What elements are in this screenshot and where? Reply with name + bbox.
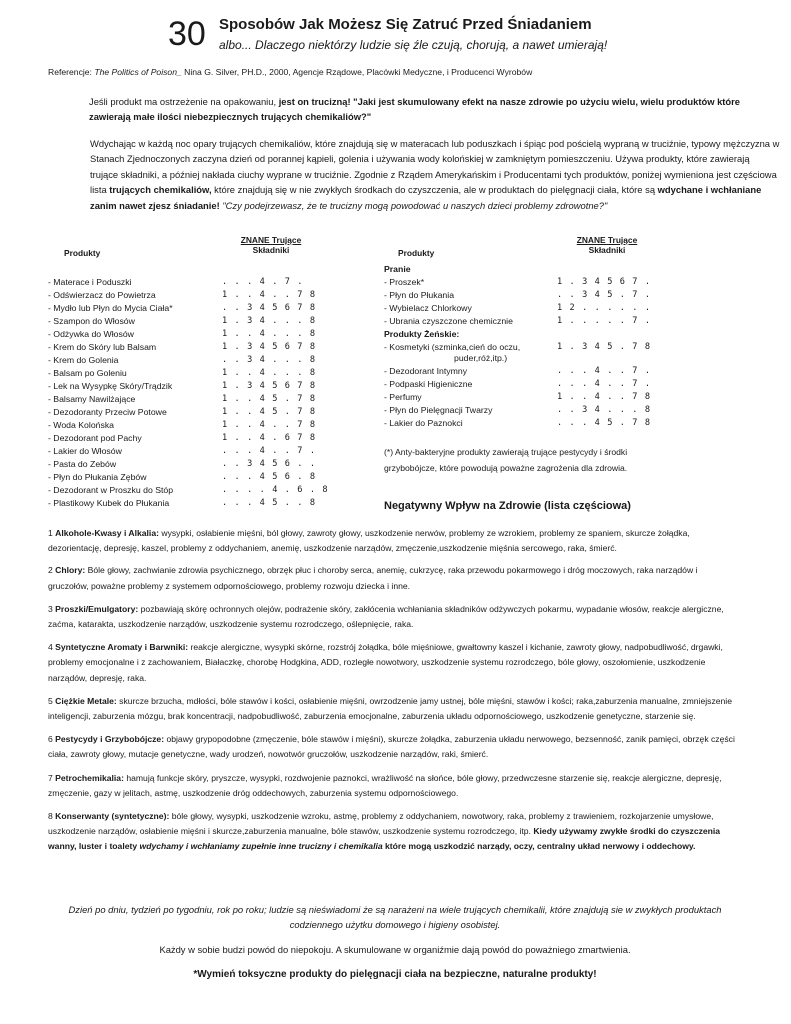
product-name: - Odżywka do Włosów <box>48 329 134 339</box>
right-known-label: ZNANE Trujące <box>576 235 638 245</box>
effect-label: Chlory: <box>55 565 86 576</box>
effect-label: Petrochemikalia: <box>55 772 124 783</box>
body-paragraph <box>48 136 780 213</box>
product-name: - Dezodoranty Przeciw Potowe <box>48 407 167 417</box>
references-rest: Nina G. Silver, PH.D., 2000, Agencje Rządowe, Placówki Medyczne, i Producenci Wyrobów <box>181 67 533 77</box>
product-name: - Balsam po Goleniu <box>48 368 127 378</box>
ingredient-codes: 1 . . 4 . . . 8 <box>222 329 317 339</box>
intro-bold: jest on trucizną! "Jaki jest skumulowany efekt na nasze zdrowie po użyciu wielu, wielu produktów które zawierają małe ilości niebezpiecznych trujących chemikaliów?" <box>89 96 741 123</box>
product-name: - Balsamy Nawilżające <box>48 394 136 404</box>
list-item <box>48 380 348 393</box>
list-item <box>48 406 348 419</box>
effect-text: pozbawiają skórę ochronnych olejów, podrażenie skóry, zakłócenia wchłaniania składników odżywczych pokarmu, wypadanie włosów, reakcje alergiczne, zaćma, katarakta, uszkodzenie narządów, uszkodzenie systemu rozrodczego, oślepnięcie, raka. <box>48 603 724 630</box>
effect-item <box>48 526 738 556</box>
list-item <box>48 302 348 315</box>
list-item <box>48 471 348 484</box>
closing-bold: *Wymień toksyczne produkty do pielęgnacji ciała na bezpieczne, naturalne produkty! <box>193 969 597 980</box>
closing-plain: Każdy w sobie budzi powód do niepokoju. A skumulowane w organiźmie dają powód do poważniego zmartwienia. <box>159 944 631 955</box>
list-item <box>48 432 348 445</box>
effect-text: reakcje alergiczne, wysypki skórne, rozstrój żołądka, bóle mięśniowe, gwałtowny kaszel i kichanie, zawroty głowy, nadpobudliwość, drgawki, problemy emocjonalne i z zachowaniem, Białaczkę, chorobę Hodgkina, ADD, rozległe nowotwory, uszkodzenie systemu rozrodczego, bóle głowy, oszołomienie, uszkodzenie narządów, depresję, raka. <box>48 642 723 683</box>
references-line <box>48 67 532 77</box>
list-item <box>48 497 348 510</box>
ingredient-codes: . . 3 4 5 6 7 8 <box>222 303 317 313</box>
list-item <box>384 276 674 289</box>
ingredient-codes: 1 . . 4 5 . 7 8 <box>222 407 317 417</box>
effect-label: Konserwanty (syntetyczne): <box>55 811 170 822</box>
product-name: - Dezodorant pod Pachy <box>48 433 142 443</box>
list-item <box>384 289 674 302</box>
ingredient-codes: . . . 4 5 6 . 8 <box>222 472 317 482</box>
effect-item <box>48 809 738 855</box>
body-c: które znajdują się w nie zwykłych środkach do czyszczenia, ale w produktach do pielęgnacji ciała, które są <box>211 184 656 196</box>
list-item <box>384 365 674 378</box>
body-d: wdychane i wchłaniane zanim nawet zjesz śniadanie! <box>90 184 762 211</box>
right-ingredients-header <box>562 235 652 255</box>
list-item <box>48 419 348 432</box>
list-item <box>48 445 348 458</box>
product-name: - Lek na Wysypkę Skóry/Trądzik <box>48 381 173 391</box>
effect-warning-end: które mogą uszkodzić narządy, oczy, centralny układ nerwowy i oddechowy. <box>382 841 696 852</box>
product-name: - Płyn do Pielęgnacji Twarzy <box>384 405 493 415</box>
product-name: - Proszek* <box>384 277 425 287</box>
ingredient-codes: 1 . 3 4 5 . 7 8 <box>557 342 652 352</box>
body-e: "Czy podejrzewasz, że te trucizny mogą powodować u naszych dzieci problemy zdrowotne?" <box>219 199 608 211</box>
effect-text: wysypki, osłabienie mięśni, ból głowy, zawroty głowy, uszkodzenie nerwów, problemy ze wzrokiem, problemy ze spaniem, skurcze żołądka, dezorientację, depresję, kaszel, problemy z oddychaniem, anemię, uszkodzenie narządów, zmęczenie,uszkodzenie mięśnia sercowego, raka, śmierć. <box>48 528 690 554</box>
ingredient-codes: . . 3 4 . . . 8 <box>557 405 652 415</box>
section-label: Pranie <box>384 264 411 274</box>
body-b: trujących chemikaliów, <box>106 184 212 196</box>
closing-italic: Dzień po dniu, tydzień po tygodniu, rok po roku; ludzie są nieświadomi że są narażeni na wiele trujących chemikalii, które znajdują sie w zwykłych produktach codziennego użytku domowego i higieny osobistej. <box>68 904 722 930</box>
negative-effects-title: Negatywny Wpływ na Zdrowie (lista częściowa) <box>384 500 631 512</box>
product-name: - Plastikowy Kubek do Płukania <box>48 498 170 508</box>
product-name: - Szampon do Włosów <box>48 316 135 326</box>
effect-label: Ciężkie Metale: <box>55 695 117 706</box>
ingredient-codes: 1 . . 4 . . 7 8 <box>222 420 317 430</box>
ingredient-codes: . . . 4 . . 7 . <box>222 446 317 456</box>
ingredient-codes: . . 3 4 5 . 7 . <box>557 290 652 300</box>
antibacterial-note: (*) Anty-bakteryjne produkty zawierają trujące pestycydy i środki grzybobójcze, które powodują poważne zagrożenia dla zdrowia. <box>384 447 628 473</box>
effect-item <box>48 563 738 593</box>
list-item <box>48 484 348 497</box>
effect-number: 3 <box>48 603 56 614</box>
product-name: - Lakier do Włosów <box>48 446 122 456</box>
effect-number: 4 <box>48 642 56 653</box>
effect-label: Proszki/Emulgatory: <box>55 603 139 614</box>
right-products-list <box>384 263 674 430</box>
effect-text: skurcze brzucha, mdłości, bóle stawów i kości, osłabienie mięśni, owrzodzenie jamy ustnej, bóle mięśni, stawów i kości; raka,zaburzenia manualne, zmniejszenie inteligencji, zaburzenia mózgu, brak koncentracji, nadpobudliwość, zaburzenia emocjonalne, zaburzenia układu odpornościowego, uszkodzenie genetyczne, starzenie się. <box>48 695 733 722</box>
product-name: - Płyn do Płukania <box>384 290 455 300</box>
effects-list <box>48 526 738 855</box>
product-name: - Krem do Skóry lub Balsam <box>48 342 157 352</box>
ingredient-codes: 1 . . 4 . . 7 8 <box>222 290 317 300</box>
ingredient-codes: 1 . . 4 . 6 7 8 <box>222 433 317 443</box>
product-name-cont: puder,róż,itp.) <box>454 353 508 363</box>
ingredient-codes: 1 . . 4 . . 7 8 <box>557 392 652 402</box>
effect-item <box>48 694 738 724</box>
effect-item <box>48 640 738 686</box>
references-prefix: Referencje: <box>48 67 95 77</box>
ingredient-codes: 1 . . . . . 7 . <box>557 316 652 326</box>
product-name: - Perfumy <box>384 392 422 402</box>
product-name: - Podpaski Higieniczne <box>384 379 473 389</box>
list-item <box>48 393 348 406</box>
ingredient-codes: . . . 4 5 . . 8 <box>222 498 317 508</box>
product-name: - Krem do Golenia <box>48 355 119 365</box>
list-item <box>48 276 348 289</box>
effect-text: hamują funkcje skóry, pryszcze, wysypki, rozdwojenie paznokci, wrażliwość na słońce, bóle głowy, przedwczesne starzenie się, reakcje alergiczne, depresję, zmęczenie, gazy w jelitach, astmę, uszkodzenie dróg oddechowych, zaburzenia systemu odpornościowego. <box>48 772 722 798</box>
list-item <box>384 378 674 391</box>
product-name: - Ubrania czyszczone chemicznie <box>384 316 513 326</box>
effect-number: 1 <box>48 528 56 538</box>
ingredient-codes: 1 . 3 4 5 6 7 . <box>557 277 652 287</box>
body-a: Wdychając w każdą noc opary trujących chemikaliów, które znajdują się w materacach lub poduszkach i śpiąc pod pościelą wypraną w truciźnie, typowy mężczyzna w Stanach Zjednoczonych zaczyna dzień od porannej kąpieli, golenia i używania wody kolońskiej w zamkniętym pomieszczeniu. Używa produkty, które zawierają trujące składniki, a później nakłada ciuchy wyprane w truciźnie. Zgodnie z Rządem Amerykańskim i Producentami tych produktów, poniżej wymieniona jest częściowa lista <box>90 138 780 196</box>
list-item <box>384 404 674 417</box>
intro-paragraph <box>48 94 779 125</box>
ingredient-codes: . . . 4 . . 7 . <box>557 379 652 389</box>
effect-number: 7 <box>48 772 56 783</box>
product-name: - Pasta do Zebów <box>48 459 117 469</box>
effect-warning-emphasis: wdychamy i wchłaniamy zupełnie inne trucizny i chemikalia <box>139 841 383 852</box>
list-item <box>48 315 348 328</box>
product-name: - Płyn do Płukania Zębów <box>48 472 147 482</box>
page-title: Sposobów Jak Możesz Się Zatruć Przed Śniadaniem <box>219 16 592 33</box>
ingredient-codes: . . . 4 5 . 7 8 <box>557 418 652 428</box>
page-subtitle: albo... Dlaczego niektórzy ludzie się źle czują, chorują, a nawet umierają! <box>219 38 608 52</box>
left-ingredients-label: Składniki <box>252 245 290 255</box>
ingredient-codes: 1 . 3 4 5 6 7 8 <box>222 381 317 391</box>
intro-lead: Jeśli produkt ma ostrzeżenie na opakowaniu, <box>89 96 277 107</box>
section-heading <box>384 263 674 276</box>
list-item <box>48 328 348 341</box>
list-item <box>48 341 348 354</box>
ingredient-codes: 1 2 . . . . . . <box>557 303 652 313</box>
effect-text: objawy grypopodobne (zmęczenie, bóle stawów i mięśni), skurcze żołądka, zaburzenia układu nerwowego, bezsenność, zanik pamięci, obrzęk części ciała, zawroty głowy, mutacje genetyczne, wady urodzeń, nowotwór gruczołów, uszkodzenie narządów, raki, śmierć. <box>48 734 735 760</box>
effect-label: Alkohole-Kwasy i Alkalia: <box>55 528 159 538</box>
list-item <box>384 341 674 365</box>
ingredient-codes: 1 . 3 4 5 6 7 8 <box>222 342 317 352</box>
ingredient-codes: . . . 4 . . 7 . <box>557 366 652 376</box>
effect-item <box>48 732 738 762</box>
effect-label: Syntetyczne Aromaty i Barwniki: <box>55 642 189 653</box>
effect-item <box>48 602 738 632</box>
effect-label: Pestycydy i Grzybobójcze: <box>55 734 165 745</box>
product-name: - Materace i Poduszki <box>48 277 132 287</box>
list-item <box>48 458 348 471</box>
section-label: Produkty Żeńskie: <box>384 329 460 339</box>
ingredient-codes: . . . 4 . 7 . <box>222 277 304 287</box>
product-name: - Odświerzacz do Powietrza <box>48 290 156 300</box>
list-item <box>48 367 348 380</box>
effect-text: Bóle głowy, zachwianie zdrowia psychicznego, obrzęk płuc i choroby serca, anemię, cukrzycę, raka przewodu pokarmowego i dróg moczowych, raka narządów i gruczołów, poważne problemy z systemem odpornościowego, problemy rozwoju dziecka i inne. <box>48 565 698 591</box>
list-item <box>384 417 674 430</box>
left-known-label: ZNANE Trujące <box>240 235 302 245</box>
left-ingredients-header <box>226 235 316 255</box>
right-ingredients-label: Składniki <box>588 245 626 255</box>
effect-number: 6 <box>48 734 56 745</box>
list-item <box>48 289 348 302</box>
right-products-header: Produkty <box>398 248 435 258</box>
list-item <box>384 391 674 404</box>
ingredient-codes: . . 3 4 5 6 . . <box>222 459 317 469</box>
product-name: - Woda Kolońska <box>48 420 114 430</box>
ingredient-codes: 1 . 3 4 . . . 8 <box>222 316 317 326</box>
list-item <box>48 354 348 367</box>
ingredient-codes: . . 3 4 . . . 8 <box>222 355 317 365</box>
product-name: - Mydło lub Płyn do Mycia Ciała* <box>48 303 173 313</box>
left-products-list <box>48 276 348 510</box>
ingredient-codes: . . . . 4 . 6 . 8 <box>222 485 329 495</box>
product-name: - Lakier do Paznokci <box>384 418 463 428</box>
section-heading <box>384 328 674 341</box>
title-number: 30 <box>168 15 206 53</box>
left-products-header: Produkty <box>64 248 101 258</box>
list-item <box>384 302 674 315</box>
references-source: The Politics of Poison_ <box>94 67 182 77</box>
ingredient-codes: 1 . . 4 5 . 7 8 <box>222 394 317 404</box>
product-name: - Wybielacz Chlorkowy <box>384 303 472 313</box>
effect-warning: Kiedy używamy zwykłe środki do czyszczenia wanny, luster i toalety <box>48 826 721 852</box>
ingredient-codes: 1 . . 4 . . . 8 <box>222 368 317 378</box>
product-name: - Kosmetyki (szminka,cień do oczu, <box>384 342 521 352</box>
effect-number: 5 <box>48 695 56 706</box>
effect-number: 8 <box>48 811 56 822</box>
effect-text: bóle głowy, wysypki, uszkodzenie wzroku, astmę, problemy z oddychaniem, nowotwory, raka, problemy z trawieniem, rozkojarzenie umysłowe, uszkodzenie narządów, osłabienie mięśni i skurcze,zaburzenia manualne, bóle stawów, uszkodzenie systemu rozrodczego, itp. <box>48 811 714 837</box>
list-item <box>384 315 674 328</box>
product-name: - Dezodorant Intymny <box>384 366 468 376</box>
effect-item <box>48 771 738 801</box>
product-name: - Dezodorant w Proszku do Stóp <box>48 485 174 495</box>
effect-number: 2 <box>48 565 56 576</box>
